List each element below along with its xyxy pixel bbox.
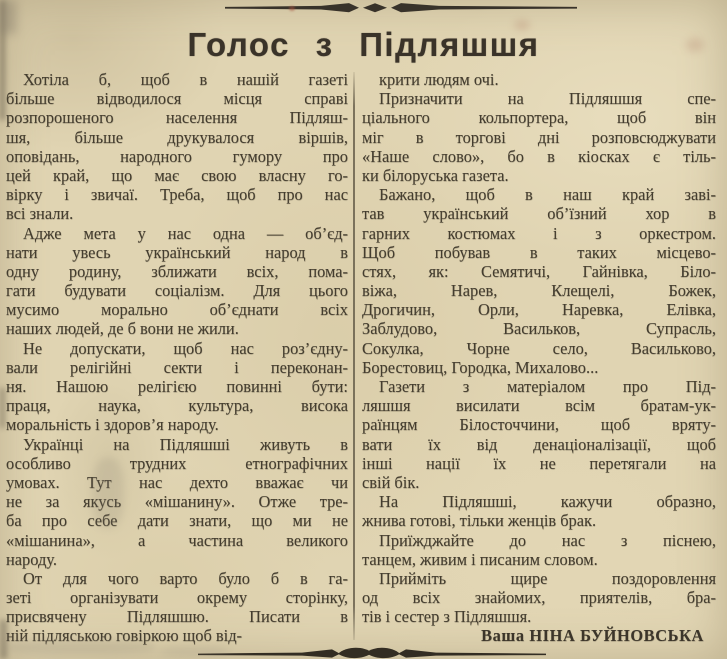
body-text-line: мусимо морально об’єднати всіх (6, 300, 348, 320)
body-text-line: умовах. Тут нас дехто вважає чи (6, 472, 348, 492)
column-divider-rule (353, 72, 355, 640)
body-text-line: ціального кольпортера, щоб він (362, 108, 716, 128)
body-text-line: оповідань, народного гумору про (6, 146, 348, 166)
body-text-line: тів і сестер з Підляшшя. (362, 607, 532, 627)
body-text-line: цей край, що має свою власну го- (6, 165, 348, 185)
body-text-line: особливо трудних етнографічних (6, 453, 348, 473)
body-text-line: моральність і здоров’я народу. (6, 415, 219, 435)
tapered-rule-leaves-icon (198, 645, 546, 659)
body-text-line: Призначити на Підляшшя спе- (379, 89, 716, 109)
body-text-line: більше відводилося місця справі (6, 89, 348, 109)
body-text-line: Українці на Підляшші живуть в (23, 434, 348, 454)
body-text-line: танцем, живим і писаним словом. (362, 549, 598, 569)
body-text-line: Не допускати, щоб нас роз’єдну- (23, 338, 348, 358)
body-text-line: тав український об’їзний хор в (362, 204, 716, 224)
top-divider-ornament (225, 2, 577, 14)
body-text-line: Борестовиц, Городка, Михалово... (362, 357, 599, 377)
body-text-line: вати їх від денаціоналізації, щоб (362, 434, 716, 454)
body-text-line: нати увесь український народ в (6, 242, 348, 262)
body-text-line: От для чого варто було б в га- (23, 568, 348, 588)
body-text-line: Заблудово, Васильков, Супрасль, (362, 319, 716, 339)
body-text-line: свій бік. (362, 472, 420, 492)
body-text-line: гарних костюмах і з оркестром. (362, 223, 716, 243)
body-text-line: ляшшя висилати всім братам-ук- (362, 396, 716, 416)
left-column (6, 70, 348, 646)
bottom-divider-ornament (198, 645, 546, 659)
body-text-line: стях, як: Семятичі, Гайнівка, Біло- (362, 261, 716, 281)
body-text-line: розпорошеного населення Підляш- (6, 108, 348, 128)
body-text-line: Дрогичин, Орли, Наревка, Елівка, (362, 300, 716, 320)
body-text-line: ня. Нашою релігією повинні бути: (6, 377, 348, 396)
body-text-line: жнива готові, тільки женців брак. (362, 511, 597, 531)
body-text-line: Прийміть щире поздоровлення (379, 568, 716, 588)
tapered-rule-icon (225, 2, 577, 14)
body-text-line: зеті організувати окрему сторінку, (6, 588, 348, 608)
body-text-line: Щоб побував в таких місцево- (362, 242, 716, 262)
body-text-line: ба про себе дати знати, що ми не (6, 511, 348, 531)
body-text-line: всі знали. (6, 204, 74, 224)
body-text-line: Адже мета у нас одна — об’єд- (23, 223, 348, 243)
body-text-line: ки білоруська газета. (362, 165, 509, 185)
body-text-line: наших людей, де б вони не жили. (6, 319, 239, 339)
body-text-line: Хотіла б, щоб в нашій газеті (23, 70, 348, 89)
body-text-line: Приїжджайте до нас з піснею, (379, 530, 716, 550)
body-text-line: Бажано, щоб в наш край заві- (379, 185, 716, 205)
body-text-line: шя, більше друкувалося віршів, (6, 127, 348, 147)
body-text-line: віжа, Нарев, Клещелі, Божек, (362, 281, 716, 301)
body-text-line: присвячену Підляшшю. Писати в (6, 607, 348, 627)
body-text-line: Газети з матеріалом про Під- (379, 377, 716, 396)
body-text-line: На Підляшші, кажучи образно, (379, 492, 716, 512)
body-text-line: од всіх знайомих, приятелів, бра- (362, 588, 716, 608)
body-text-line: вали релігійні секти і переконан- (6, 357, 348, 377)
signature-line: Ваша НІНА БУЙНОВСЬКА (481, 626, 704, 646)
body-text-line: «Наше слово», бо в кіосках є тіль- (362, 146, 716, 166)
body-text-line: вірку і звичаї. Треба, щоб про нас (6, 185, 348, 205)
body-text-line: крити людям очі. (379, 70, 499, 89)
article-title: Голос з Підляшшя (187, 26, 540, 63)
right-column (362, 70, 716, 646)
body-text-line: «мішанина», а частина великого (6, 530, 348, 550)
body-text-line: одну родину, зближати всіх, пома- (6, 261, 348, 281)
body-text-line: інші нації їх не перетягали на (362, 453, 716, 473)
body-text-line: праця, наука, культура, висока (6, 396, 348, 416)
scan-edge-stain (0, 388, 5, 428)
body-text-line: не за якусь «мішанину». Отже тре- (6, 492, 348, 512)
body-text-line: раїнцям Білосточчини, щоб вряту- (362, 415, 716, 435)
body-text-line: ній підляською говіркою щоб від- (6, 626, 243, 646)
body-text-line: Сокулка, Чорне село, Васильково, (362, 338, 716, 358)
body-text-line: народу. (6, 549, 57, 569)
body-text-line: гати будувати соціалізм. Для цього (6, 281, 348, 301)
body-text-line: міг в торгові дні розповсюджувати (362, 127, 716, 147)
